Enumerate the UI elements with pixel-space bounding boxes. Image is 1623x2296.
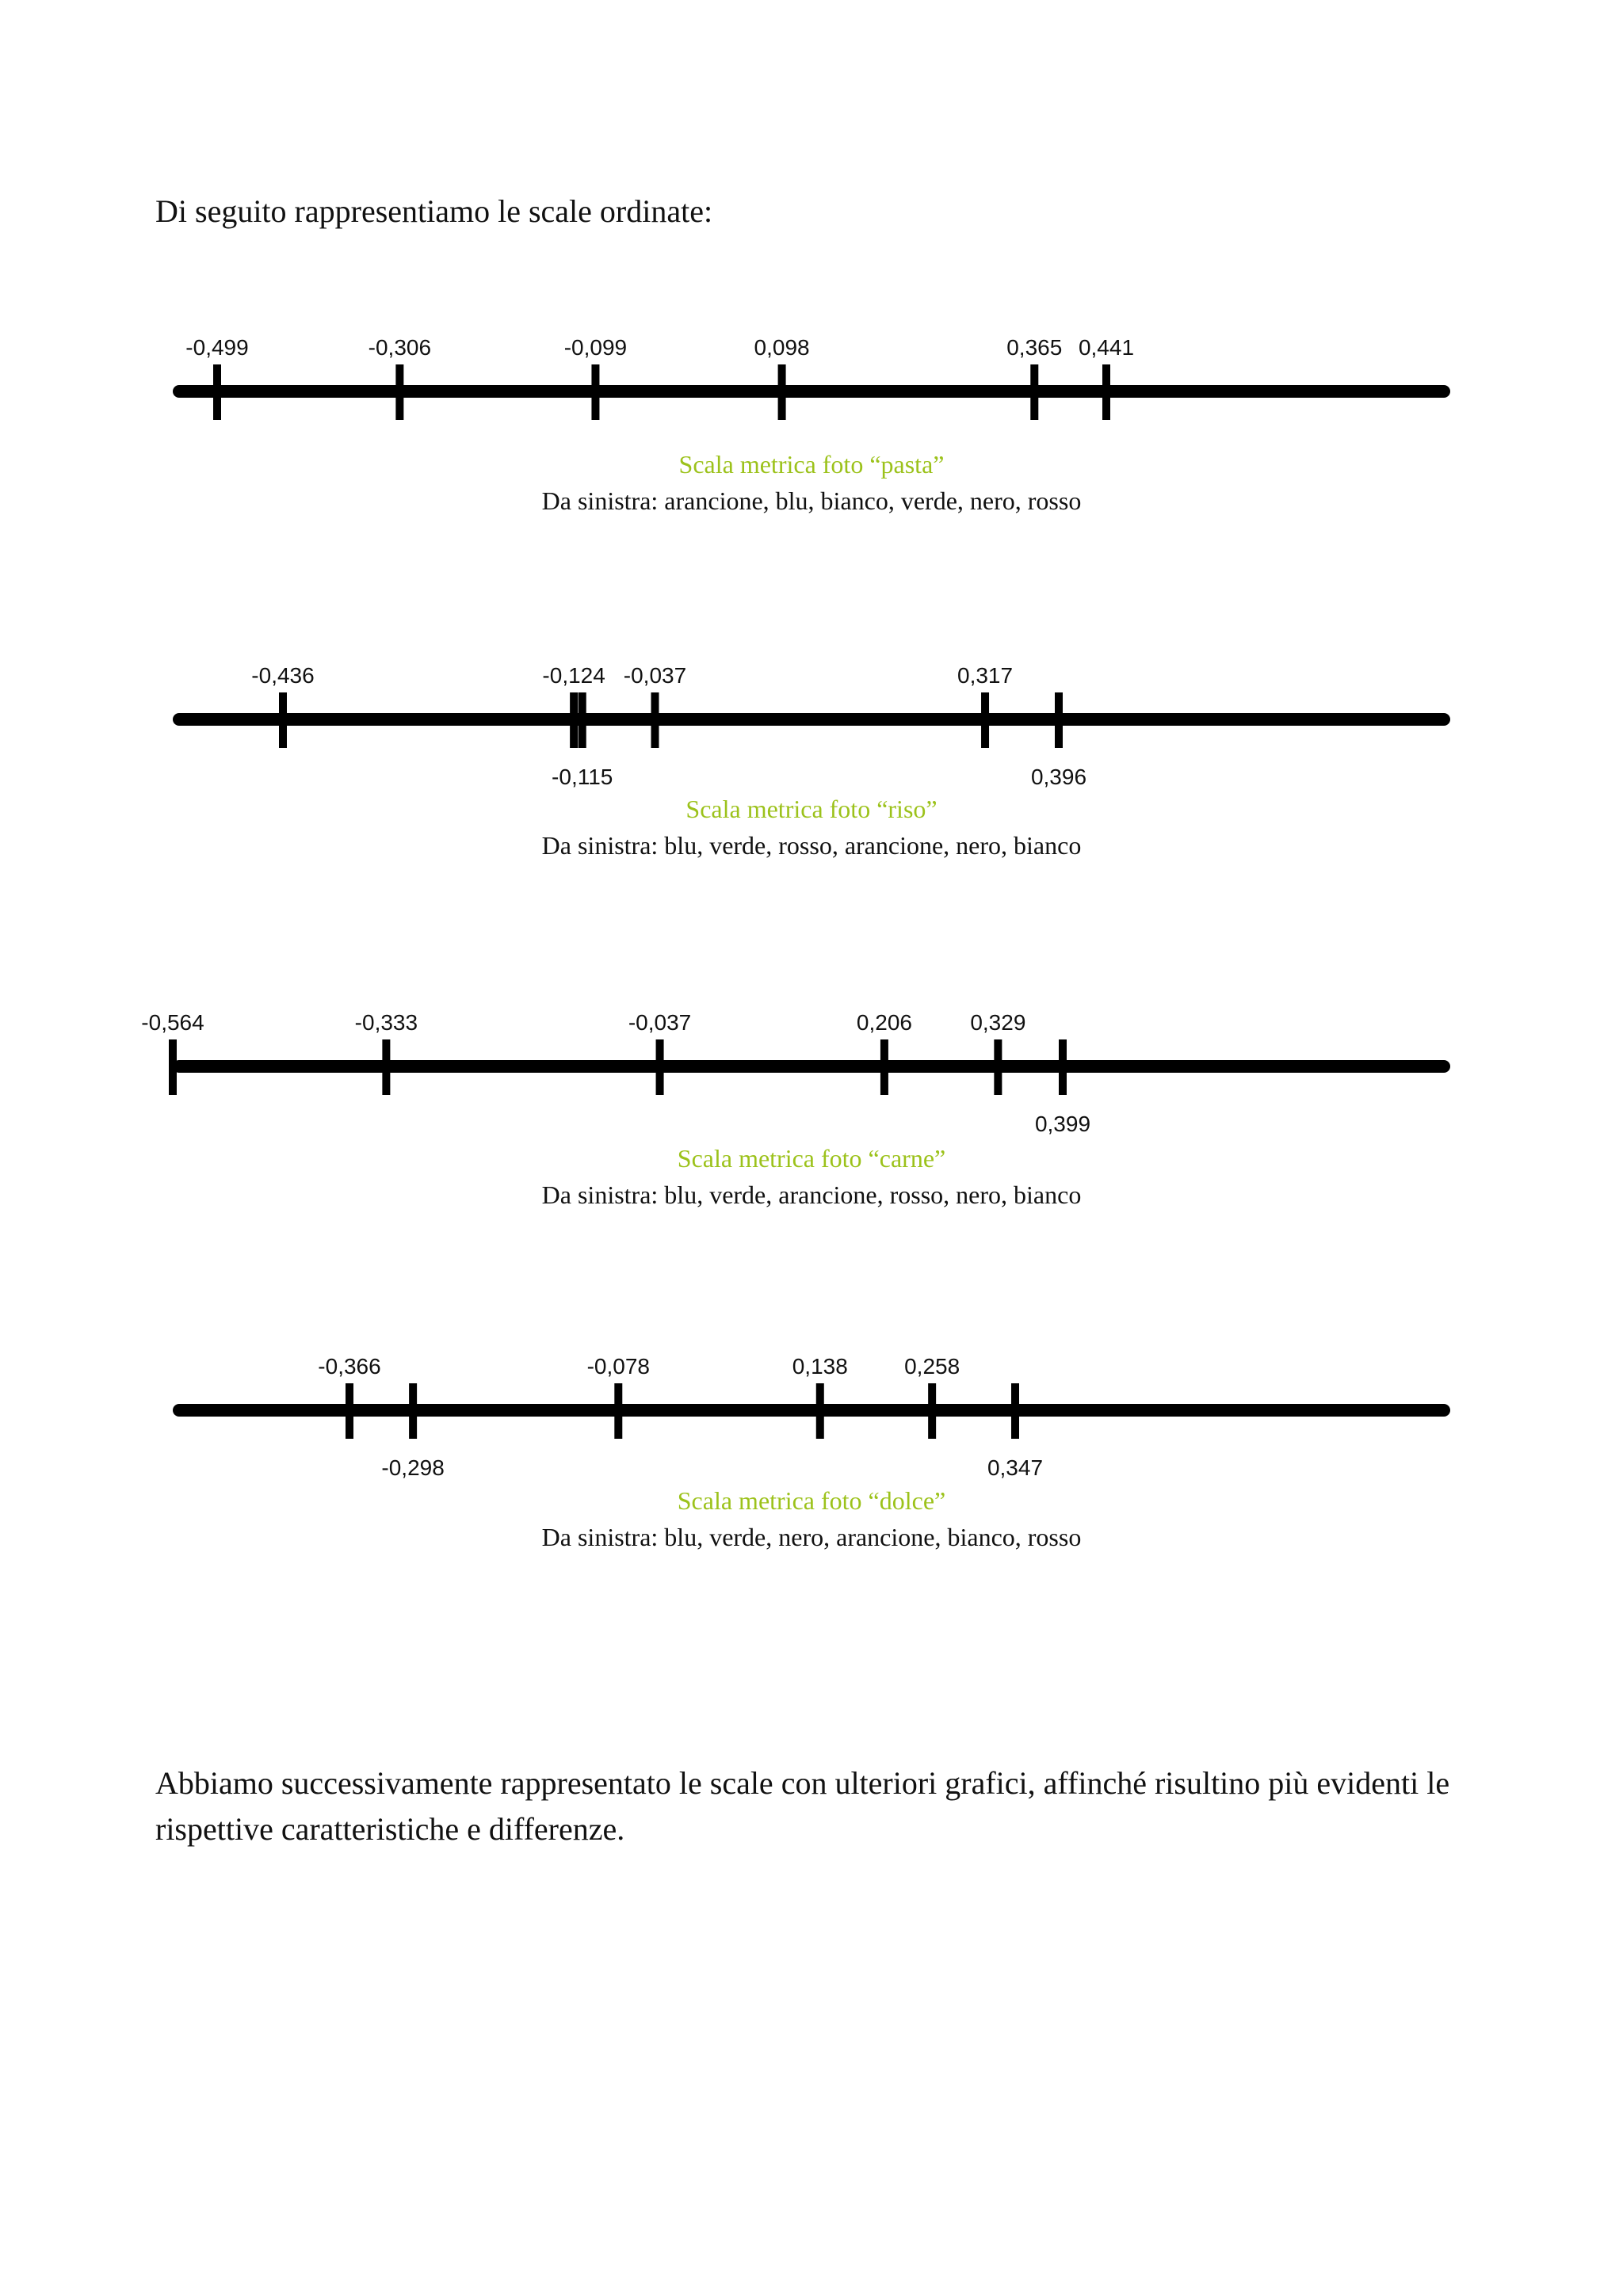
scale-riso-tick-label-0: -0,436 [251,663,315,688]
scale-pasta-tick-label-5: 0,441 [1078,335,1135,360]
scale-dolce-tick-label-4: 0,258 [904,1354,960,1379]
scale-carne-tick-label-0: -0,564 [141,1010,204,1035]
scale-riso-tick-label-2: -0,115 [552,765,613,789]
scale-riso-tick-label-4: 0,317 [957,663,1014,688]
scale-carne-tick-label-5: 0,399 [1034,1112,1091,1136]
scale-riso-title: Scala metrica foto “riso” [685,795,938,823]
scale-pasta-title: Scala metrica foto “pasta” [678,450,945,479]
scale-pasta-tick-label-4: 0,365 [1006,335,1063,360]
scale-dolce-tick-label-1: -0,298 [381,1455,445,1480]
scale-riso [179,663,1444,789]
scale-pasta-order: Da sinistra: arancione, blu, bianco, verde, nero, rosso [541,486,1082,515]
scale-pasta [179,335,1444,420]
scale-dolce-order: Da sinistra: blu, verde, nero, arancione, bianco, rosso [541,1523,1082,1551]
scale-dolce-tick-label-3: 0,138 [792,1354,848,1379]
scale-carne-tick-label-1: -0,333 [354,1010,418,1035]
scale-pasta-tick-label-2: -0,099 [563,335,628,360]
scale-carne-title: Scala metrica foto “carne” [677,1144,946,1173]
outro-paragraph: Abbiamo successivamente rappresentato le scale con ulteriori grafici, affinché risultino più evidenti le rispettive caratteristiche e differenze. [155,1765,1450,1847]
scale-carne-order: Da sinistra: blu, verde, arancione, rosso, nero, bianco [541,1180,1082,1209]
intro-paragraph: Di seguito rappresentiamo le scale ordinate: [155,193,713,229]
scale-dolce-tick-label-2: -0,078 [586,1354,651,1379]
scale-dolce-tick-label-0: -0,366 [318,1354,381,1379]
scale-carne-tick-label-4: 0,329 [970,1010,1026,1035]
scale-dolce-tick-label-5: 0,347 [987,1455,1044,1480]
scale-dolce [179,1354,1444,1480]
scale-pasta-tick-label-1: -0,306 [368,335,432,360]
scale-pasta-tick-label-0: -0,499 [185,335,249,360]
scale-carne-tick-label-3: 0,206 [856,1010,912,1035]
scale-dolce-title: Scala metrica foto “dolce” [677,1486,946,1515]
scale-riso-tick-label-3: -0,037 [623,663,687,688]
scale-pasta-tick-label-3: 0,098 [754,335,810,360]
scale-riso-tick-label-1: -0,124 [542,663,605,688]
scale-carne [141,1010,1444,1136]
scale-carne-tick-label-2: -0,037 [628,1010,692,1035]
scale-riso-order: Da sinistra: blu, verde, rosso, arancione, nero, bianco [541,831,1082,860]
scale-riso-tick-label-5: 0,396 [1030,765,1087,789]
